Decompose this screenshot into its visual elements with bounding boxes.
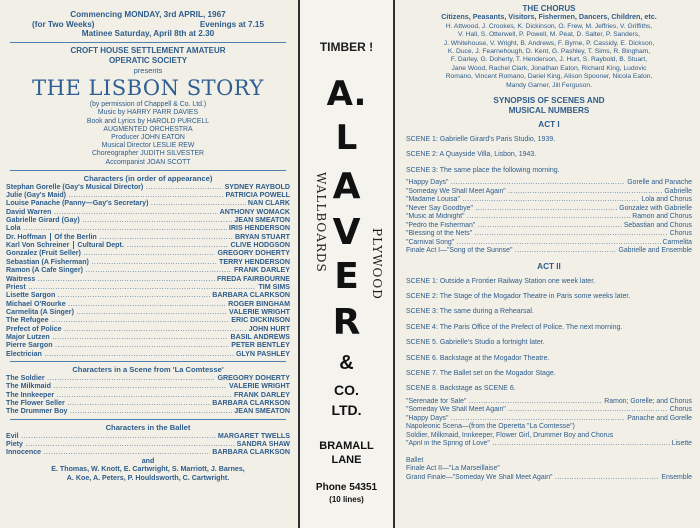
actor: BRYAN STUART [234,232,290,241]
cast-list [6,183,290,358]
cast-row [6,448,290,456]
ballet-dancers-2: A. Koe, A. Peters, P. Houldsworth, C. Cartwright. [66,473,230,482]
act-1-scene-3: SCENE 3: The same place the following morning. [406,166,560,174]
synopsis-heading [406,96,692,116]
actor: BASIL ANDREWS [230,332,290,341]
role: Gonzalez (Fruit Seller) ..... [6,249,215,257]
actor: GREGORY DOHERTY [217,249,290,258]
cast-row [6,275,290,283]
actor: GLYN PASHLEY [235,349,290,358]
chorus-name-line: F. Darley, G. Doherty, T. Henderson, J. Hurt, S. Raybold, B. Stuart, [450,56,648,64]
act-1-heading: ACT I [538,119,560,129]
actor: JEAN SMEATON [234,407,290,416]
actor: BARBARA CLARKSON [212,291,290,300]
actor: IRIS HENDERSON [228,224,290,233]
actor: PATRICIA POWELL [225,191,290,200]
song-title: "Happy Days" ..... [406,415,625,424]
role: The Drummer Boy ..... [6,407,232,415]
credit-line: AUGMENTED ORCHESTRA [103,125,193,133]
song-singer: Gabrielle [664,187,692,195]
ad-phone: Phone 54351 [315,482,378,493]
actor: BARBARA CLARKSON [212,398,290,407]
song-singer: Chorus [669,406,692,414]
actor: VALERIE WRIGHT [229,307,290,316]
act-2-scene: SCENE 2: The Stage of the Mogador Theatre in Paris some weeks later. [406,292,631,300]
song-singer: Panache and Gorelle [627,414,692,422]
song-singer: Chorus [669,230,692,238]
actor: FRANK DARLEY [234,390,290,399]
chorus-name-line: K. Duce, J. Fearnehough, D. Kent, G. Pashley, T. Sims, R. Bingham, [447,47,651,55]
cast-row [6,283,290,291]
cast-row [6,440,290,448]
credit-line: Choreographer JUDITH SILVESTER [91,150,205,158]
song-title: "Serenade for Sale" ..... [406,398,602,407]
role: Waitress ..... [6,275,215,283]
ad-letter-v: V [332,212,361,253]
actor: PETER BENTLEY [231,341,290,350]
comtesse-list [6,374,290,416]
role: Michael O'Rourke ..... [6,300,226,308]
song-row [406,205,692,214]
cast-row [6,432,290,440]
role: Ramon (A Cafe Singer) ..... [6,266,232,274]
actor: SANDRA SHAW [236,440,290,449]
song-row [406,179,692,188]
act-2-scene: SCENE 8. Backstage as SCENE 6. [406,385,516,393]
synopsis-heading-1: SYNOPSIS OF SCENES AND [493,96,605,106]
act-2-heading: ACT II [537,261,561,271]
actor: TERRY HENDERSON [219,257,290,266]
song-title: "Music at Midnight" ..... [406,213,630,222]
cast-row [6,325,290,333]
show-title: THE LISBON STORY [32,76,264,101]
cast-row [6,208,290,216]
song-title: "Blessing of the Nets" ..... [406,230,668,239]
song-title: "Madame Louisa" ..... [406,196,639,205]
comtesse-heading: Characters in a Scene from 'La Comtesse' [72,364,224,374]
ad-plywood: PLYWOOD [370,228,384,300]
chorus-subheading: Citizens, Peasants, Visitors, Fishermen, Dancers, Children, etc. [441,12,657,21]
role-dept: Cultural Dept. [73,241,127,249]
divider [10,361,286,362]
actor: VALERIE WRIGHT [229,382,290,391]
act-2-scene: SCENE 1: Outside a Frontier Railway Station one week later. [406,277,596,285]
finale-act-2: Finale Act II—"La Marseillaise" [406,465,500,473]
song-singer: Lisette [671,440,692,448]
programme-panel [0,0,296,528]
role: Carmelita (A Singer) ..... [6,308,227,316]
napoleonic-cast: Soldier, Milkmaid, Innkeeper, Flower Girl, Drummer Boy and Chorus [406,431,614,439]
credit-line: Music by HARRY PARR DAVIES [97,109,199,117]
divider [10,170,286,171]
act-2-songs [406,398,692,424]
role: Karl Von Schreiner [6,241,70,250]
society-name [6,46,290,65]
ballet-dancers-1: E. Thomas, W. Knott, E. Cartwright, S. Marriott, J. Barnes, [51,465,245,474]
song-row [406,247,692,256]
actor: CLIVE HODGSON [230,241,290,250]
cast-row [6,374,290,382]
cast-row [6,341,290,349]
role: Julie (Gay's Maid) ..... [6,191,224,199]
chorus-name-line: V. Hall, S. Otterwell, P. Powell, M. Peat, D. Salter, P. Sanders, [457,31,640,39]
cast-row [6,224,290,232]
april-song [406,440,692,449]
actor: NAN CLARK [247,199,290,208]
song-singer: Gonzalez with Gabrielle [619,204,692,212]
song-title: "Never Say Goodbye" ..... [406,205,617,214]
song-title: "Happy Days" ..... [406,179,625,188]
role: Stephan Gorelle (Gay's Musical Director) ..... [6,183,223,191]
actor: FREDA FAIRBOURNE [216,274,290,283]
role: Electrician ..... [6,350,234,358]
song-row [406,213,692,222]
ad-co: CO. [334,382,359,398]
matinee: Matinee Saturday, April 8th at 2.30 [81,29,215,39]
ad-street-1: BRAMALL [319,440,374,452]
act-2-scenes [406,278,692,394]
actor: MARGARET TWELLS [217,431,290,440]
leader-dots [127,241,229,249]
cast-row [6,300,290,308]
role: Sebastian (A Fisherman) ..... [6,258,217,266]
ad-letter-l: L [335,118,358,158]
song-row [406,222,692,231]
song-row [406,398,692,407]
role: Innocence ..... [6,448,210,456]
chorus-name-line: Jane Wood, Rachel Clark, Jonathan Eaton, Richard King, Ludovic [451,64,647,72]
cast-row [6,316,290,324]
chorus-name-line: Romano, Vincent Romano, Dariel King, Alison Spooner, Nicola Eaton, [445,73,653,81]
timber-advertisement [298,0,395,528]
society-line1: CROFT HOUSE SETTLEMENT AMATEUR [70,46,226,56]
role: The Soldier ..... [6,374,215,382]
ballet-list [6,432,290,457]
chorus-synopsis-panel [398,0,700,528]
ballet-and: and [141,456,155,465]
song-singer: Ramon; Gorelle; and Chorus [604,397,692,405]
role-dept: Of the Berlin [50,233,100,241]
credits [6,101,290,167]
actor: SYDNEY RAYBOLD [224,182,290,191]
song-title: "April in the Spring of Love" ..... [406,440,670,449]
song-singer: Ramon and Chorus [632,213,692,221]
ad-lines: (10 lines) [329,495,364,504]
song-row [406,415,692,424]
chorus-heading: THE CHORUS [522,4,576,13]
role: The Innkeeper ..... [6,391,232,399]
actor: TIM SIMS [258,282,290,291]
song-row [406,239,692,248]
synopsis-heading-2: MUSICAL NUMBERS [508,106,590,116]
role: Pierre Sargon ..... [6,341,229,349]
song-row [406,230,692,239]
ad-letter-e: E [334,256,359,297]
actor: BARBARA CLARKSON [212,448,290,457]
role: David Warren ..... [6,208,218,216]
act-1-songs [406,179,692,256]
ad-letter-a: A. [326,74,367,114]
napoleonic-scena: Napoleonic Scena—(from the Operetta "La Comtesse") [406,423,575,431]
role: Priest ..... [6,283,256,291]
cast-row [6,191,290,199]
song-title: "Someday We Shall Meet Again" ..... [406,406,668,415]
ad-letter-r: R [332,302,361,343]
divider [10,42,286,43]
act-1-scene-2: SCENE 2: A Quayside Villa, Lisbon, 1943. [406,151,537,159]
cast-row [6,266,290,274]
cast-row [6,382,290,390]
role: The Milkmaid ..... [6,382,227,390]
actor: GREGORY DOHERTY [217,373,290,382]
role: The Refugee ..... [6,316,229,324]
ad-ltd: LTD. [331,402,362,418]
role: Prefect of Police ..... [6,325,247,333]
divider [10,419,286,420]
song-row [406,188,692,197]
performance-dates [6,10,290,39]
ad-timber: TIMBER ! [319,40,374,54]
credit-line: Accompanist JOAN SCOTT [105,158,191,166]
cast-row [6,199,290,207]
chorus-names [406,23,692,91]
actor: JEAN SMEATON [234,216,290,225]
society-line2: OPERATIC SOCIETY [108,55,188,65]
cast-row [6,308,290,316]
presents: presents [133,66,163,76]
date-row [6,20,290,30]
ballet-heading: Characters in the Ballet [105,422,191,432]
act-2-scene: SCENE 6. Backstage at the Mogador Theatre. [406,354,550,362]
chorus-name-line: H. Attwood, J. Crookes, K. Dickinson, O. Frew, M. Jeffries, V. Griffiths, [445,22,653,30]
role: Piety ..... [6,440,235,448]
cast-row [6,407,290,415]
role: Major Lutzen ..... [6,333,228,341]
evenings: Evenings at 7.15 [199,19,264,29]
leader-dots [100,233,233,241]
role: Lola ..... [6,224,227,232]
credit-line: (by permission of Chappell & Co. Ltd.) [89,101,207,109]
role: Evil ..... [6,432,216,440]
role: The Flower Seller ..... [6,399,210,407]
role: Gabrielle Girard (Gay) ..... [6,216,232,224]
act-2-scene: SCENE 5. Gabrielle's Studio a fortnight later. [406,339,545,347]
ad-wallboards: WALLBOARDS [314,172,328,273]
song-singer: Carmelita [662,238,692,246]
credit-line: Musical Director LESLIE REW [101,142,195,150]
actor: ROGER BINGHAM [228,299,290,308]
cast-row [6,399,290,407]
song-title: "Carnival Song" ..... [406,239,661,248]
song-row [406,406,692,415]
cast-row [6,291,290,299]
act-1-scene-1: SCENE 1: Gabrielle Girard's Paris Studio, 1939. [406,135,556,143]
role: Louise Panache (Panny—Gay's Secretary) ..... [6,199,246,207]
cast-row [6,258,290,266]
song-row [406,196,692,205]
ad-letter-a2: A [332,166,361,207]
song-singer: Gabrielle and Ensemble [618,247,692,255]
song-title: Finale Act I—"Song of the Sunrise" ..... [406,247,616,256]
cast-row [6,249,290,257]
song-title: Grand Finale—"Someday We Shall Meet Again" ..... [406,474,659,483]
credit-line: Producer JOHN EATON [111,133,185,141]
credit-line: Book and Lyrics by HAROLD PURCELL [86,117,210,125]
ad-street-2: LANE [331,454,362,466]
role: Lisette Sargon ..... [6,291,210,299]
actor: ANTHONY WOMACK [219,207,290,216]
song-title: "Someday We Shall Meet Again" ..... [406,188,662,197]
act-2-scene: SCENE 3: The same during a Rehearsal. [406,308,534,316]
song-singer: Lola and Chorus [641,196,692,204]
date-line: Commencing MONDAY, 3rd APRIL, 1967 [70,10,226,19]
ballet-label: Ballet [406,456,424,464]
song-singer: Gorelle and Panache [627,179,692,187]
actor: FRANK DARLEY [234,266,290,275]
cast-heading: Characters (in order of appearance) [83,173,213,183]
song-title: "Pedro the Fisherman" ..... [406,222,622,231]
cast-row [6,391,290,399]
act-2-scene: SCENE 7. The Ballet set on the Mogador Stage. [406,369,556,377]
act-2-scene: SCENE 4: The Paris Office of the Prefect of Police. The next morning. [406,323,623,331]
cast-row [6,183,290,191]
two-weeks: (for Two Weeks) [32,19,95,29]
cast-row [6,350,290,358]
ad-amp: & [339,352,354,374]
cast-row [6,333,290,341]
actor: JOHN HURT [248,324,290,333]
song-singer: Ensemble [661,473,692,481]
cast-row [6,233,290,241]
grand-finale [406,474,692,483]
cast-row [6,241,290,249]
chorus-name-line: Mandy Garner, Jill Ferguson. [506,81,592,89]
role: Dr. Hoffman [6,232,47,241]
actor: ERIC DICKINSON [231,316,290,325]
chorus-name-line: J. Whitehouse, V. Wright, B. Andrews, F. Byrne, P. Cassidy, E. Dickson, [443,39,655,47]
song-singer: Sebastian and Chorus [623,221,692,229]
cast-row [6,216,290,224]
